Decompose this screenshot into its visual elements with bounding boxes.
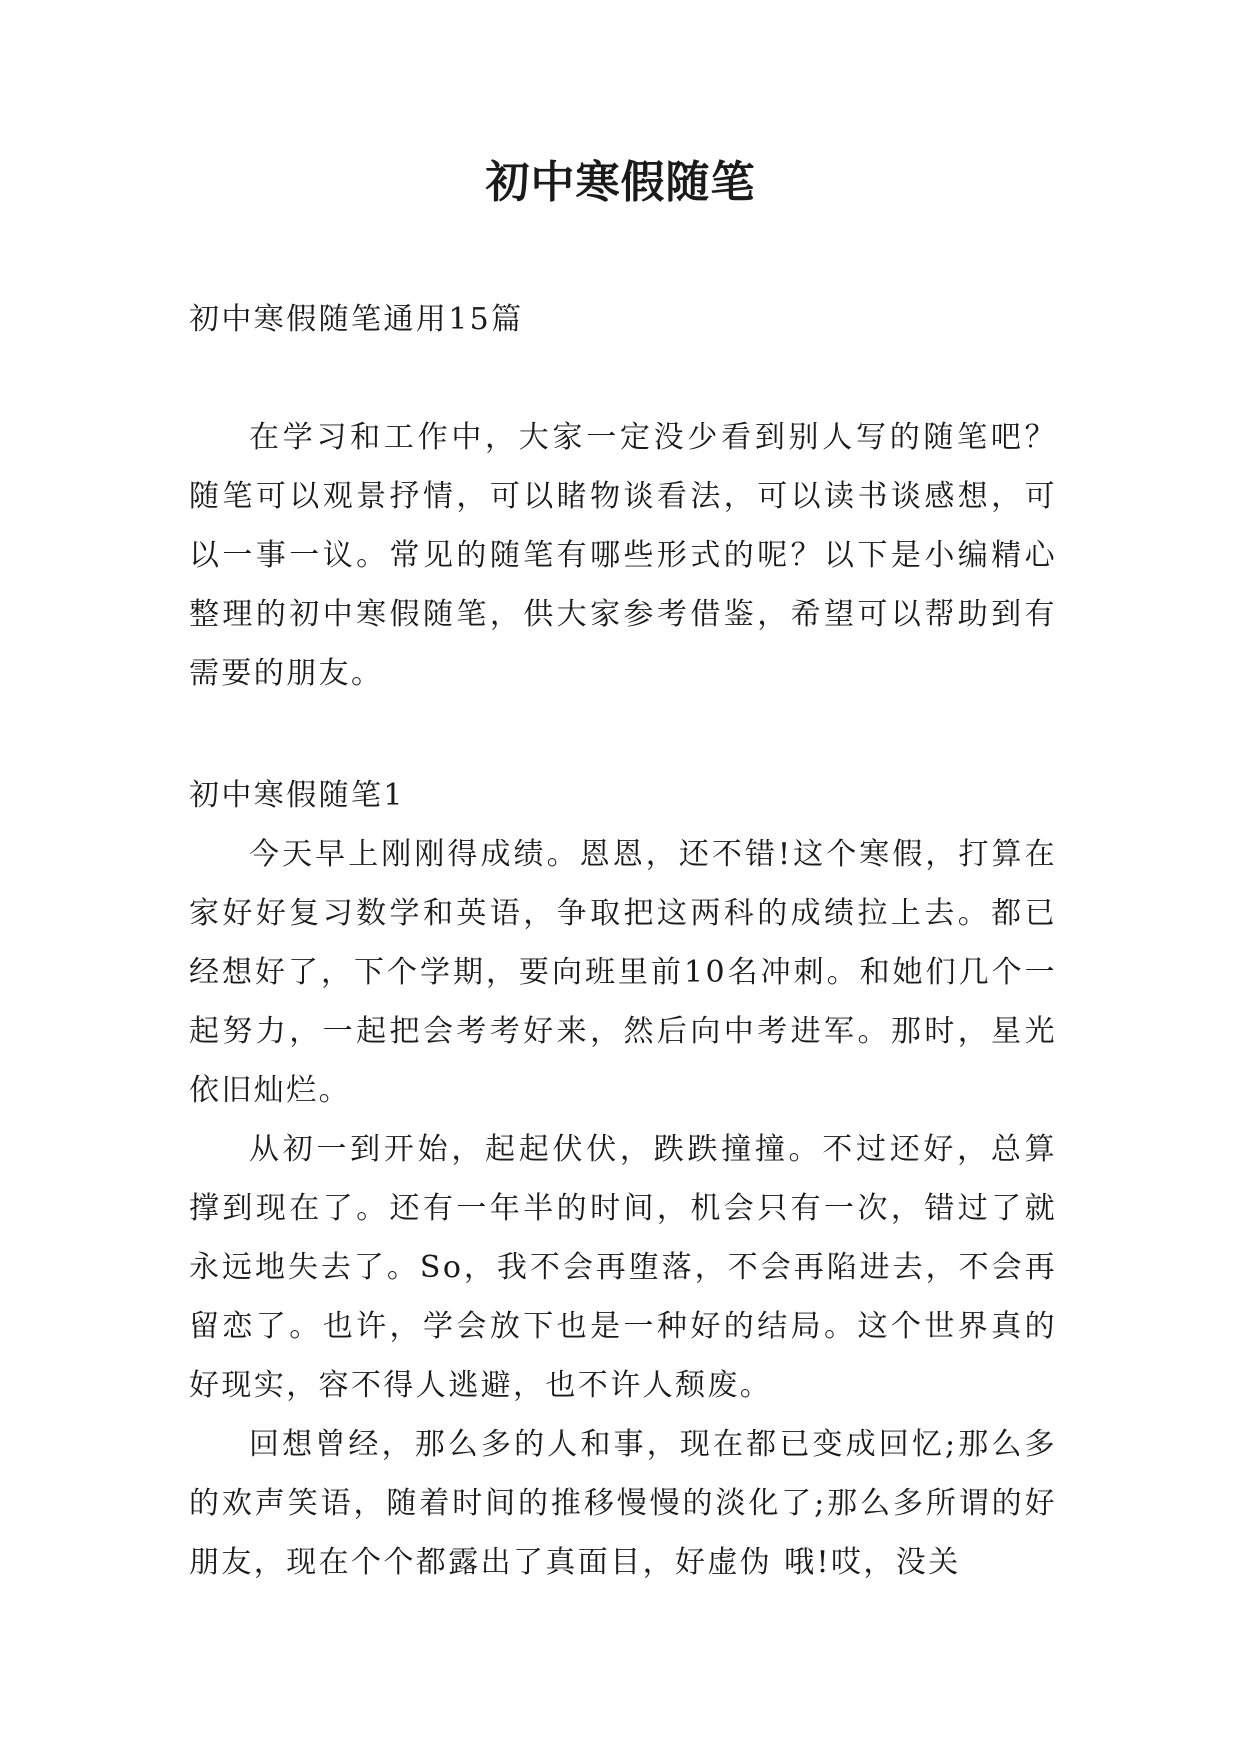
document-title: 初中寒假随笔 — [485, 157, 756, 208]
body-paragraph: 从初一到开始，起起伏伏，跌跌撞撞。不过还好，总算撑到现在了。还有一年半的时间，机会只有一次，错过了就永远地失去了。So，我不会再堕落，不会再陷进去，不会再留恋了。也许，学会放下也是一种好的结局。这个世界真的好现实，容不得人逃避，也不许人颓废。 — [189, 1132, 1057, 1403]
intro-paragraph: 在学习和工作中，大家一定没少看到别人写的随笔吧？随笔可以观景抒情，可以睹物谈看法，可以读书谈感想，可以一事一议。常见的随笔有哪些形式的呢？以下是小编精心整理的初中寒假随笔，供大家参考借鉴，希望可以帮助到有需要的朋友。 — [189, 420, 1057, 691]
document-subtitle: 初中寒假随笔通用15篇 — [189, 302, 524, 337]
section-heading: 初中寒假随笔1 — [189, 778, 405, 813]
body-paragraph: 今天早上刚刚得成绩。恩恩，还不错!这个寒假，打算在家好好复习数学和英语，争取把这两科的成绩拉上去。都已经想好了，下个学期，要向班里前10名冲刺。和她们几个一起努力，一起把会考考好来，然后向中考进军。那时，星光依旧灿烂。 — [189, 837, 1057, 1108]
body-paragraph: 回想曾经，那么多的人和事，现在都已变成回忆;那么多的欢声笑语，随着时间的推移慢慢的淡化了;那么多所谓的好朋友，现在个个都露出了真面目，好虚伪 哦!哎，没关 — [189, 1427, 1057, 1580]
document-body — [189, 290, 1057, 1592]
